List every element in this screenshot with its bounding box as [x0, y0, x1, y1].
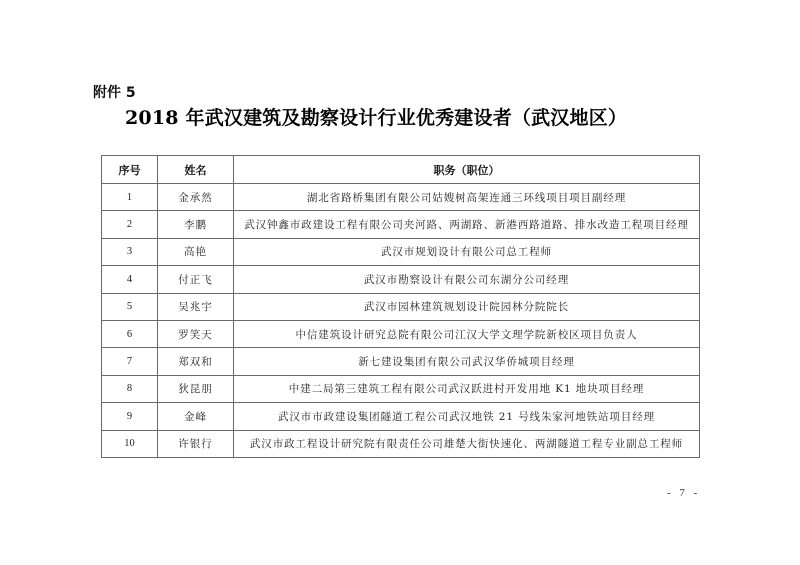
position-cell: 武汉市园林建筑规划设计院园林分院院长	[234, 293, 700, 320]
position-cell: 中信建筑设计研究总院有限公司江汉大学文理学院新校区项目负责人	[234, 320, 700, 347]
serial-number-cell: 9	[102, 403, 158, 430]
name-cell: 高艳	[158, 238, 234, 265]
position-cell: 武汉市政工程设计研究院有限责任公司雄楚大街快速化、两湖隧道工程专业副总工程师	[234, 430, 700, 457]
name-cell: 郑双和	[158, 348, 234, 375]
table-row	[102, 266, 700, 293]
position-cell: 武汉市规划设计有限公司总工程师	[234, 238, 700, 265]
name-cell: 金峰	[158, 403, 234, 430]
table-row	[102, 238, 700, 265]
serial-number-cell: 10	[102, 430, 158, 457]
table-row	[102, 430, 700, 457]
name-cell: 李鹏	[158, 211, 234, 238]
position-cell: 中建二局第三建筑工程有限公司武汉跃进村开发用地 K1 地块项目经理	[234, 375, 700, 402]
name-cell: 罗笑天	[158, 320, 234, 347]
header-name: 姓名	[158, 156, 234, 184]
serial-number-cell: 8	[102, 375, 158, 402]
serial-number-cell: 3	[102, 238, 158, 265]
serial-number-cell: 2	[102, 211, 158, 238]
honorees-table	[101, 155, 700, 458]
name-cell: 付正飞	[158, 266, 234, 293]
serial-number-cell: 6	[102, 320, 158, 347]
table-row	[102, 348, 700, 375]
table-row	[102, 320, 700, 347]
attachment-label: 附件 5	[93, 85, 136, 101]
position-cell: 武汉钟鑫市政建设工程有限公司夹河路、两湖路、新港西路道路、排水改造工程项目经理	[234, 211, 700, 238]
header-serial-number: 序号	[102, 156, 158, 184]
table-row	[102, 293, 700, 320]
serial-number-cell: 7	[102, 348, 158, 375]
table-row	[102, 184, 700, 211]
header-position: 职务（职位）	[234, 156, 700, 184]
serial-number-cell: 1	[102, 184, 158, 211]
table-header-row	[102, 156, 700, 184]
document-title: 2018 年武汉建筑及勘察设计行业优秀建设者（武汉地区）	[125, 107, 628, 129]
name-cell: 许银行	[158, 430, 234, 457]
position-cell: 武汉市市政建设集团隧道工程公司武汉地铁 21 号线朱家河地铁站项目经理	[234, 403, 700, 430]
position-cell: 武汉市勘察设计有限公司东湖分公司经理	[234, 266, 700, 293]
page-number: - 7 -	[667, 487, 701, 499]
position-cell: 新七建设集团有限公司武汉华侨城项目经理	[234, 348, 700, 375]
table-row	[102, 375, 700, 402]
name-cell: 金承然	[158, 184, 234, 211]
table-row	[102, 403, 700, 430]
serial-number-cell: 4	[102, 266, 158, 293]
table-row	[102, 211, 700, 238]
position-cell: 湖北省路桥集团有限公司姑嫂树高架连通三环线项目项目副经理	[234, 184, 700, 211]
name-cell: 狄昆朋	[158, 375, 234, 402]
serial-number-cell: 5	[102, 293, 158, 320]
name-cell: 吴兆宇	[158, 293, 234, 320]
